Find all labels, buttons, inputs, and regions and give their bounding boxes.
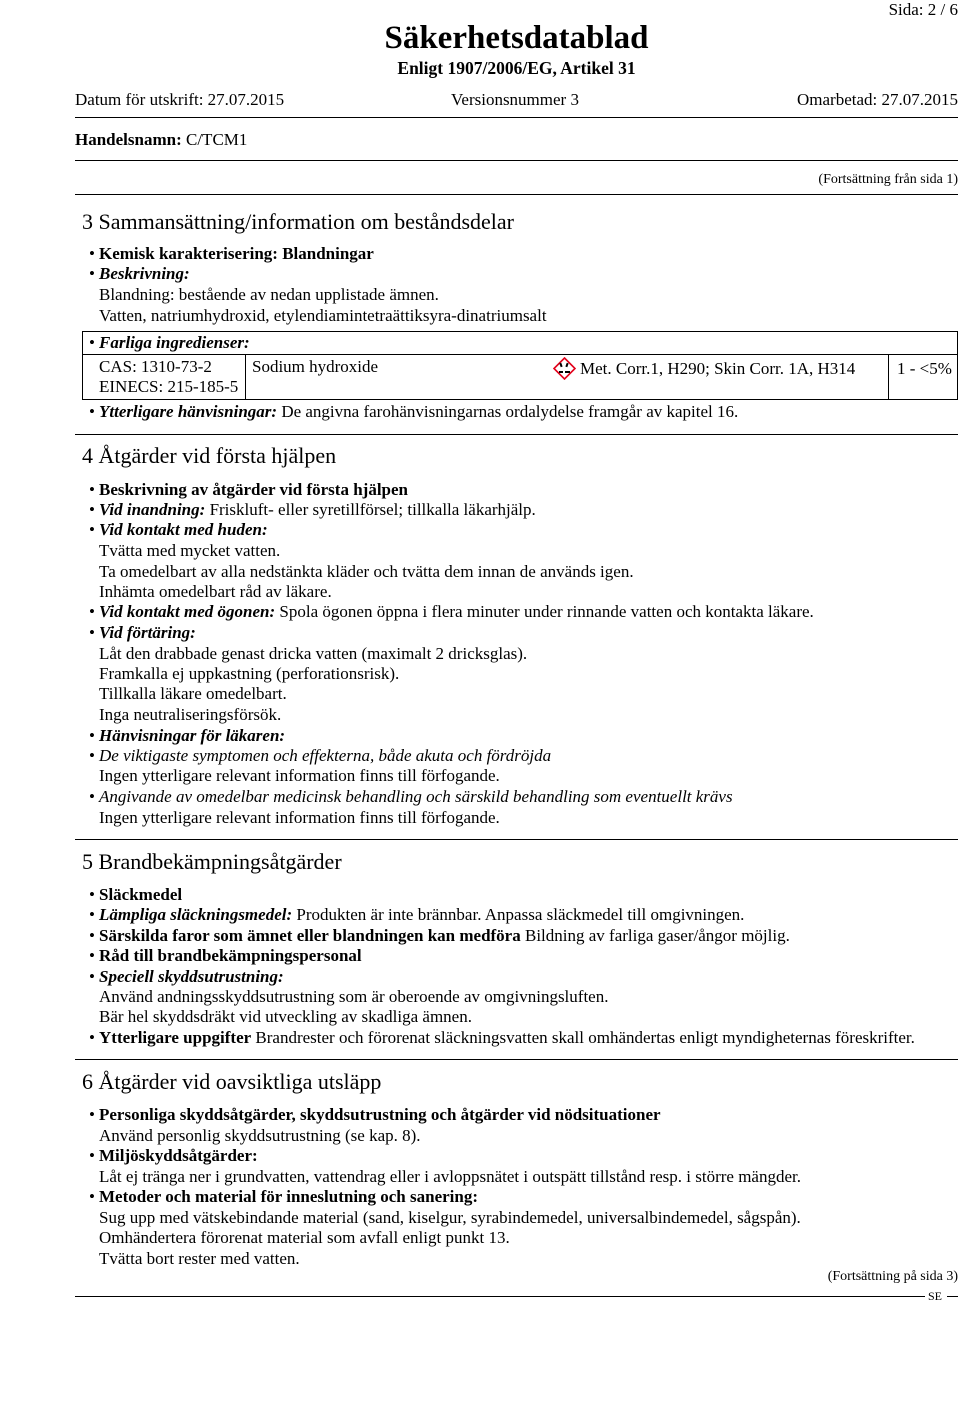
trade-name-label: Handelsnamn: (75, 130, 182, 149)
additional-info-item (99, 1028, 915, 1048)
table-column-divider (245, 354, 246, 399)
footer-divider-end (947, 1296, 958, 1297)
protective-equipment-line: Använd andningsskyddsutrustning som är oberoende av omgivningsluften. (99, 987, 609, 1006)
section4-heading: 4 Åtgärder vid första hjälpen (82, 443, 337, 468)
revision-date: Omarbetad: 27.07.2015 (797, 90, 958, 109)
page-number: Sida: 2 / 6 (888, 0, 958, 19)
special-hazards-text: Bildning av farliga gaser/ångor möjlig. (524, 926, 790, 945)
table-header-divider (82, 354, 958, 355)
additional-notes-item (99, 402, 738, 422)
additional-notes-label: Ytterligare hänvisningar: (99, 402, 278, 421)
section5-heading: 5 Brandbekämpningsåtgärder (82, 849, 342, 874)
suitable-extinguishing-text: Produkten är inte brännbar. Anpassa släckmedel till omgivningen. (296, 905, 745, 924)
table-border-top (82, 331, 958, 332)
trade-name-divider (75, 160, 958, 161)
additional-info-text: Brandrester och förorenat släckningsvatten skall omhändertas enligt myndigheternas föreskrifter. (255, 1028, 915, 1047)
section-divider (75, 1059, 958, 1060)
inhalation-label: Vid inandning: (99, 500, 206, 519)
table-border-bottom (82, 399, 958, 400)
trade-name (75, 130, 247, 150)
concentration: 1 - <5% (897, 359, 952, 378)
section-divider (75, 839, 958, 840)
section6-heading: 6 Åtgärder vid oavsiktliga utsläpp (82, 1069, 382, 1094)
skin-contact-line: Ta omedelbart av alla nedstänkta kläder och tvätta dem innan de används igen. (99, 562, 634, 581)
version-number: Versionsnummer 3 (451, 90, 579, 109)
header-divider (75, 117, 958, 118)
eye-contact-label: Vid kontakt med ögonen: (99, 602, 276, 621)
chemical-characterization-item (99, 244, 374, 264)
description-line: Vatten, natriumhydroxid, etylendiamintetraättiksyra-dinatriumsalt (99, 306, 547, 325)
suitable-extinguishing-item (99, 905, 744, 925)
footer-divider (75, 1296, 925, 1297)
special-hazards-item (99, 926, 790, 946)
ingestion-line: Inga neutraliseringsförsök. (99, 705, 282, 724)
treatment-label: • Angivande av omedelbar medicinsk behandling och särskild behandling som eventuellt krävs (99, 787, 733, 807)
eye-contact-item (99, 602, 814, 622)
document-title: Säkerhetsdatablad (384, 20, 649, 56)
firefighter-advice-label: • Råd till brandbekämpningspersonal (99, 946, 362, 966)
substance-name: Sodium hydroxide (252, 357, 379, 376)
einecs-number: EINECS: 215-185-5 (99, 377, 239, 396)
table-column-divider (888, 354, 889, 399)
additional-info-label: Ytterligare uppgifter (99, 1028, 252, 1047)
protective-equipment-line: Bär hel skyddsdräkt vid utveckling av skadliga ämnen. (99, 1007, 472, 1026)
inhalation-item (99, 500, 536, 520)
section-divider (75, 194, 958, 195)
regulation-reference: Enligt 1907/2006/EG, Artikel 31 (397, 58, 636, 78)
table-border-right (957, 331, 958, 399)
hazardous-ingredients-label: • Farliga ingredienser: (99, 333, 250, 353)
hazard-classification: Met. Corr.1, H290; Skin Corr. 1A, H314 (580, 359, 856, 378)
inhalation-text: Friskluft- eller syretillförsel; tillkalla läkarhjälp. (209, 500, 536, 519)
chemical-characterization-label: Kemisk karakterisering: (99, 244, 278, 263)
ghs05-corrosion-icon (553, 357, 576, 380)
physician-notes-label: • Hänvisningar för läkaren: (99, 726, 285, 746)
skin-contact-line: Tvätta med mycket vatten. (99, 541, 281, 560)
additional-notes-text: De angivna farohänvisningarnas ordalydelse framgår av kapitel 16. (281, 402, 739, 421)
print-date: Datum för utskrift: 27.07.2015 (75, 90, 285, 109)
description-label: • Beskrivning: (99, 264, 190, 284)
treatment-line: Ingen ytterligare relevant information finns till förfogande. (99, 808, 500, 827)
ingestion-line: Låt den drabbade genast dricka vatten (maximalt 2 dricksglas). (99, 644, 528, 663)
ingestion-label: • Vid förtäring: (99, 623, 196, 643)
first-aid-description-label: • Beskrivning av åtgärder vid första hjälpen (99, 480, 408, 500)
section3-heading: 3 Sammansättning/information om beståndsdelar (82, 209, 514, 234)
chemical-characterization-text: Blandningar (282, 244, 374, 263)
trade-name-value: C/TCM1 (186, 130, 248, 149)
containment-methods-label: • Metoder och material för inneslutning och sanering: (99, 1187, 478, 1207)
skin-contact-line: Inhämta omedelbart råd av läkare. (99, 582, 332, 601)
section-divider (75, 434, 958, 435)
extinguishing-media-label: • Släckmedel (99, 885, 182, 905)
containment-methods-line: Tvätta bort rester med vatten. (99, 1249, 300, 1268)
environmental-precautions-label: • Miljöskyddsåtgärder: (99, 1146, 258, 1166)
continued-from-note: (Fortsättning från sida 1) (818, 172, 958, 187)
symptoms-line: Ingen ytterligare relevant information finns till förfogande. (99, 766, 500, 785)
environmental-precautions-line: Låt ej tränga ner i grundvatten, vattendrag eller i avloppsnätet i outspätt tillstånd resp. i större mängder. (99, 1167, 801, 1186)
protective-equipment-label: • Speciell skyddsutrustning: (99, 967, 284, 987)
cas-number: CAS: 1310-73-2 (99, 357, 212, 376)
eye-contact-text: Spola ögonen öppna i flera minuter under rinnande vatten och kontakta läkare. (279, 602, 814, 621)
description-line: Blandning: bestående av nedan upplistade ämnen. (99, 285, 439, 304)
containment-methods-line: Sug upp med vätskebindande material (sand, kiselgur, syrabindemedel, universalbindemedel, sågspån). (99, 1208, 801, 1227)
special-hazards-label: Särskilda faror som ämnet eller blandningen kan medföra (99, 926, 521, 945)
ingestion-line: Tillkalla läkare omedelbart. (99, 684, 287, 703)
personal-precautions-label: • Personliga skyddsåtgärder, skyddsutrustning och åtgärder vid nödsituationer (99, 1105, 661, 1125)
personal-precautions-line: Använd personlig skyddsutrustning (se kap. 8). (99, 1126, 421, 1145)
continued-to-note: (Fortsättning på sida 3) (827, 1269, 958, 1284)
table-border-left (82, 331, 83, 399)
suitable-extinguishing-label: Lämpliga släckningsmedel: (99, 905, 293, 924)
symptoms-label: • De viktigaste symptomen och effekterna, både akuta och fördröjda (99, 746, 551, 766)
skin-contact-label: • Vid kontakt med huden: (99, 520, 268, 540)
containment-methods-line: Omhändertera förorenat material som avfall enligt punkt 13. (99, 1228, 510, 1247)
ingestion-line: Framkalla ej uppkastning (perforationsrisk). (99, 664, 400, 683)
country-code: SE (928, 1289, 943, 1303)
